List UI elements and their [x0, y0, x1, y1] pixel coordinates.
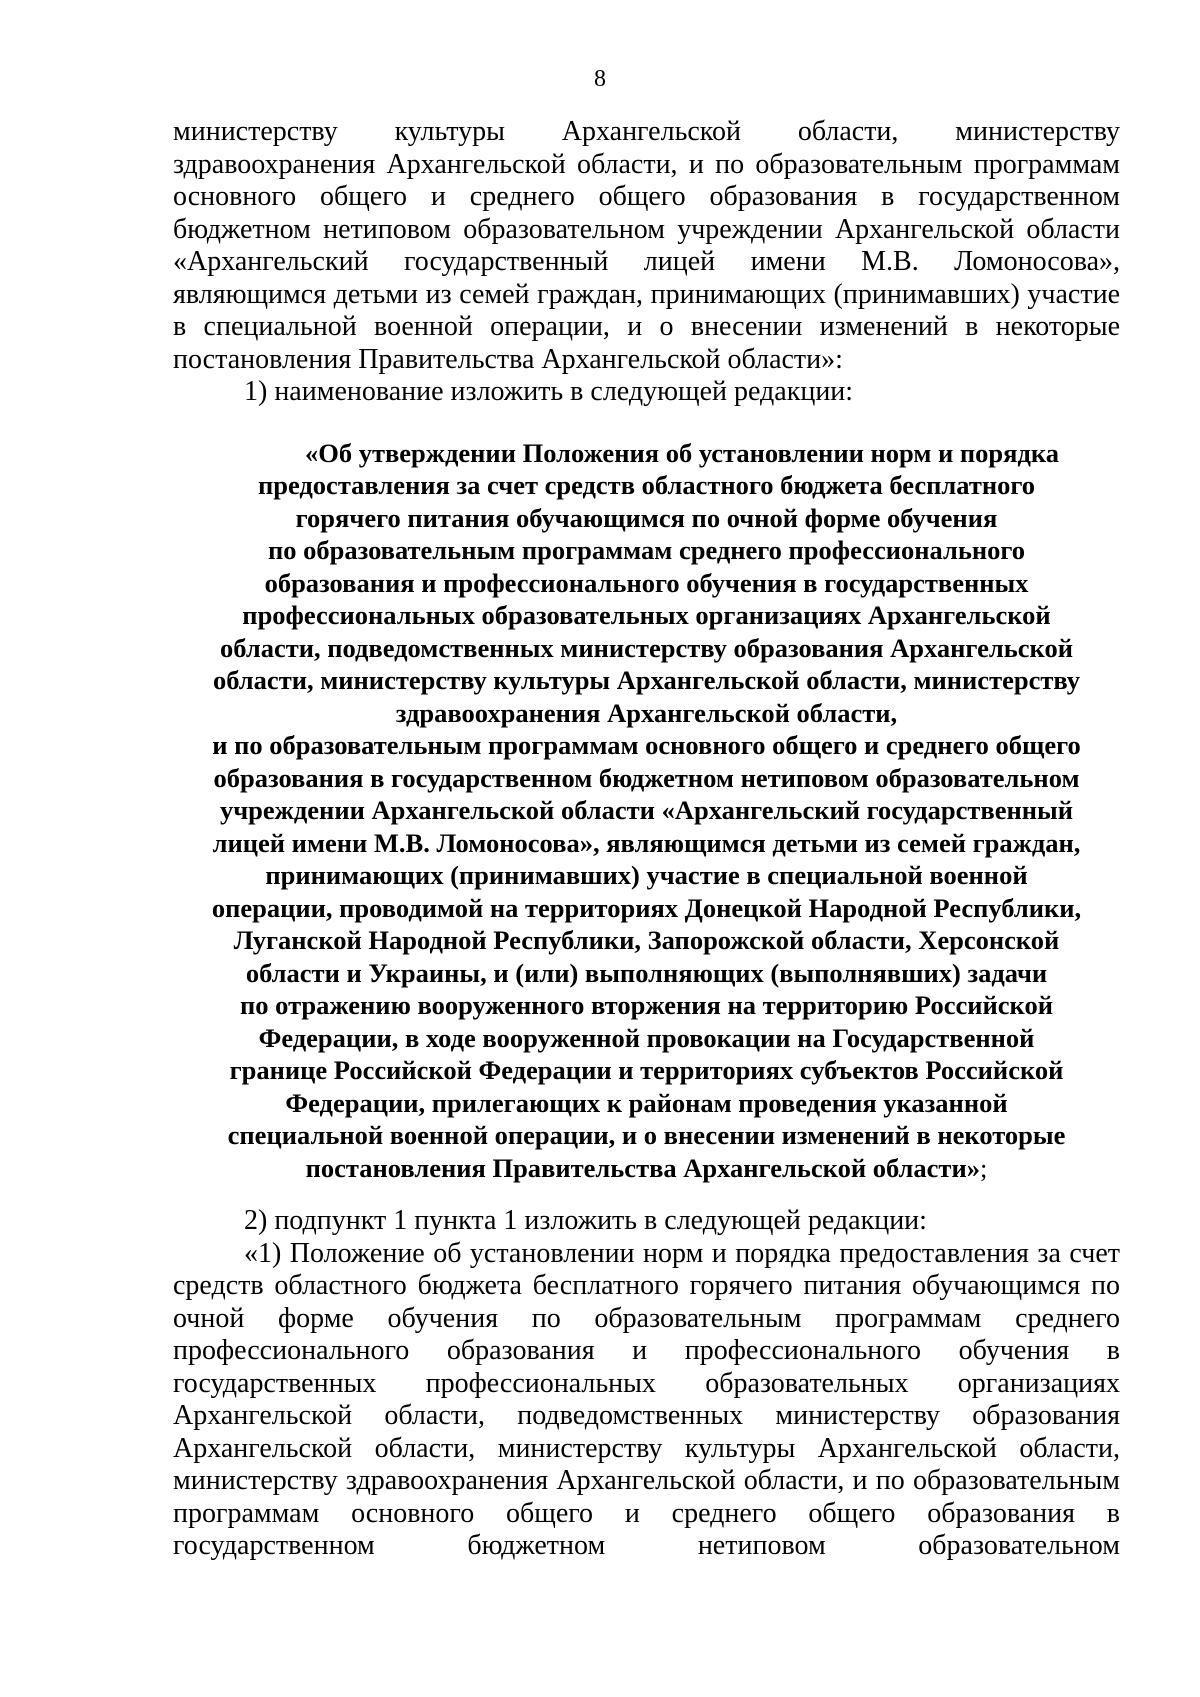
title-line: области, подведомственных министерству образования Архангельской	[220, 632, 1073, 663]
title-line: области, министерству культуры Архангельской области, министерству	[212, 665, 1081, 695]
title-line: операции, проводимой на территориях Донецкой Народной Республики,	[211, 892, 1082, 923]
item-1-paragraph: 1) наименование изложить в следующей редакции:	[244, 376, 854, 407]
title-line: учреждении Архангельской области «Архангельский государственный	[219, 795, 1073, 825]
title-line: Федерации, в ходе вооруженной провокации на Государственной	[258, 1022, 1035, 1053]
title-semicolon: ;	[979, 1152, 988, 1183]
title-line: границе Российской Федерации и территориях субъектов Российской	[229, 1055, 1064, 1085]
title-line: по отражению вооруженного вторжения на территорию Российской	[240, 990, 1053, 1020]
title-line: принимающих (принимавших) участие в специальной военной	[265, 860, 1028, 890]
title-line: и по образовательным программам основного общего и среднего общего	[212, 730, 1081, 760]
title-line: образования в государственном бюджетном нетиповом образовательном	[213, 762, 1080, 793]
title-line: по образовательным программам среднего профессионального	[267, 535, 1026, 565]
page-number: 8	[594, 66, 606, 92]
title-line: Федерации, прилегающих к районам проведения указанной	[285, 1087, 1008, 1118]
intro-paragraph: здравоохранения Архангельской области, и по образовательным программам основного общего и среднего общего образования в государственном бюджетном нетиповом образовательном учреждении Архангельской области «Архангельский государственный лицей имени М.В. Ломоносова», являющимся детьми из семей граждан, принимающих (принимавших) участие в специальной военной операции, и о внесении изменений в некоторые постановления Правительства Архангельской области»:	[173, 148, 1120, 375]
title-line: лицей имени М.В. Ломоносова», являющимся детьми из семей граждан,	[212, 827, 1081, 858]
title-line: области и Украины, и (или) выполняющих (выполнявших) задачи	[245, 957, 1048, 988]
title-line-last	[173, 1152, 1120, 1185]
title-line: профессиональных образовательных организациях Архангельской	[242, 600, 1051, 630]
title-line: образования и профессионального обучения в государственных	[264, 567, 1029, 598]
title-line-text: постановления Правительства Архангельской области»	[305, 1152, 980, 1183]
title-line: здравоохранения Архангельской области,	[395, 697, 898, 728]
new-title-block	[173, 437, 1120, 1185]
title-line: Луганской Народной Республики, Запорожской области, Херсонской	[233, 925, 1060, 955]
intro-paragraph-first-line: министерству культуры Архангельской области, министерству	[173, 116, 1120, 147]
document-body	[173, 116, 1120, 1563]
item-2-quoted-text: «1) Положение об установлении норм и порядка предоставления за счет средств областного бюджета бесплатного горячего питания обучающимся по очной форме обучения по образовательным программам среднего профессионального образования и профессионального обучения в государственных профессиональных образовательных организациях Архангельской области, подведомственных министерству образования Архангельской области, министерству культуры Архангельской области, министерству здравоохранения Архангельской области, и по образовательным программам основного общего и среднего общего образования в государственном бюджетном нетиповом образовательном	[173, 1237, 1120, 1561]
title-line: «Об утверждении Положения об установлении норм и порядка	[304, 437, 1060, 468]
item-2-paragraph: 2) подпункт 1 пункта 1 изложить в следующей редакции:	[244, 1205, 927, 1236]
title-line: специальной военной операции, и о внесении изменений в некоторые	[227, 1120, 1066, 1150]
title-line: горячего питания обучающимся по очной форме обучения	[295, 502, 998, 533]
title-line: предоставления за счет средств областного бюджета бесплатного	[257, 470, 1035, 500]
